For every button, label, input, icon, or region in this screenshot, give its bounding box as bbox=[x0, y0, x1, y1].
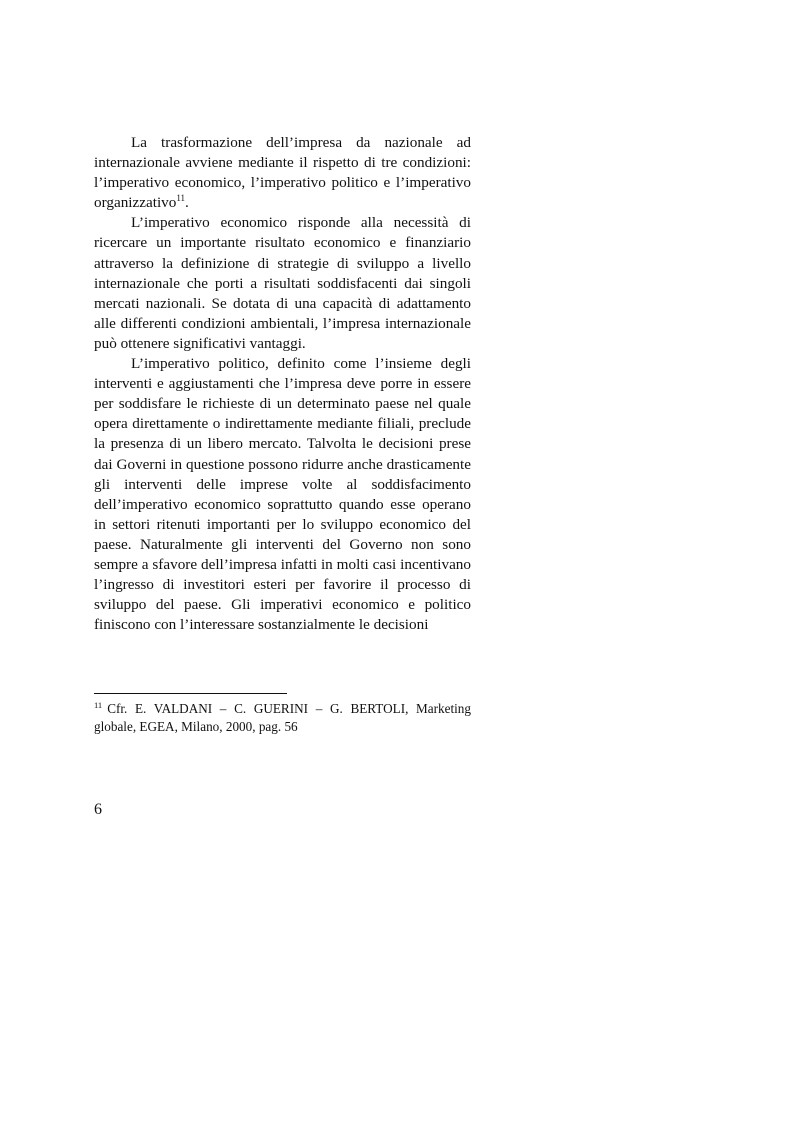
paragraph-1-text: La trasformazione dell’impresa da nazionale ad internazionale avviene mediante il rispetto di tre condizioni: l’imperativo economico, l’imperativo politico e l’imperativo organizzativo bbox=[94, 134, 471, 212]
footnote-reference: 11 bbox=[176, 193, 186, 204]
paragraph-3 bbox=[94, 354, 471, 635]
paragraph-1 bbox=[94, 133, 471, 213]
footnote-separator bbox=[94, 693, 287, 694]
body-text bbox=[94, 133, 471, 635]
paragraph-3-text: L’imperativo politico, definito come l’insieme degli interventi e aggiustamenti che l’impresa deve porre in essere per soddisfare le richieste di un determinato paese nel quale opera direttamente o indirettamente mediante filiali, preclude la presenza di un libero mercato. Talvolta le decisioni prese dai Governi in questione possono ridurre anche drasticamente gli interventi delle imprese volte al soddisfacimento dell’imperativo economico soprattutto quando esse operano in settori ritenuti importanti per lo sviluppo economico del paese. Naturalmente gli interventi del Governo non sono sempre a sfavore dell’impresa infatti in molti casi incentivano l’ingresso di investitori esteri per favorire il processo di sviluppo del paese. Gli imperativi economico e politico finiscono con l’interessare sostanzialmente le decisioni bbox=[94, 355, 471, 634]
footnote bbox=[94, 700, 471, 735]
page-number: 6 bbox=[94, 801, 102, 818]
paragraph-2-text: L’imperativo economico risponde alla necessità di ricercare un importante risultato economico e finanziario attraverso la definizione di strategie di sviluppo a livello internazionale che porti a risultati soddisfacenti dai singoli mercati nazionali. Se dotata di una capacità di adattamento alle differenti condizioni ambientali, l’impresa internazionale può ottenere significativi vantaggi. bbox=[94, 214, 471, 352]
paragraph-1-period: . bbox=[185, 194, 189, 212]
footnote-text: Cfr. E. VALDANI – C. GUERINI – G. BERTOLI, Marketing globale, EGEA, Milano, 2000, pag. 56 bbox=[94, 701, 471, 734]
footnote-mark: 11 bbox=[94, 699, 103, 710]
paragraph-2 bbox=[94, 213, 471, 354]
